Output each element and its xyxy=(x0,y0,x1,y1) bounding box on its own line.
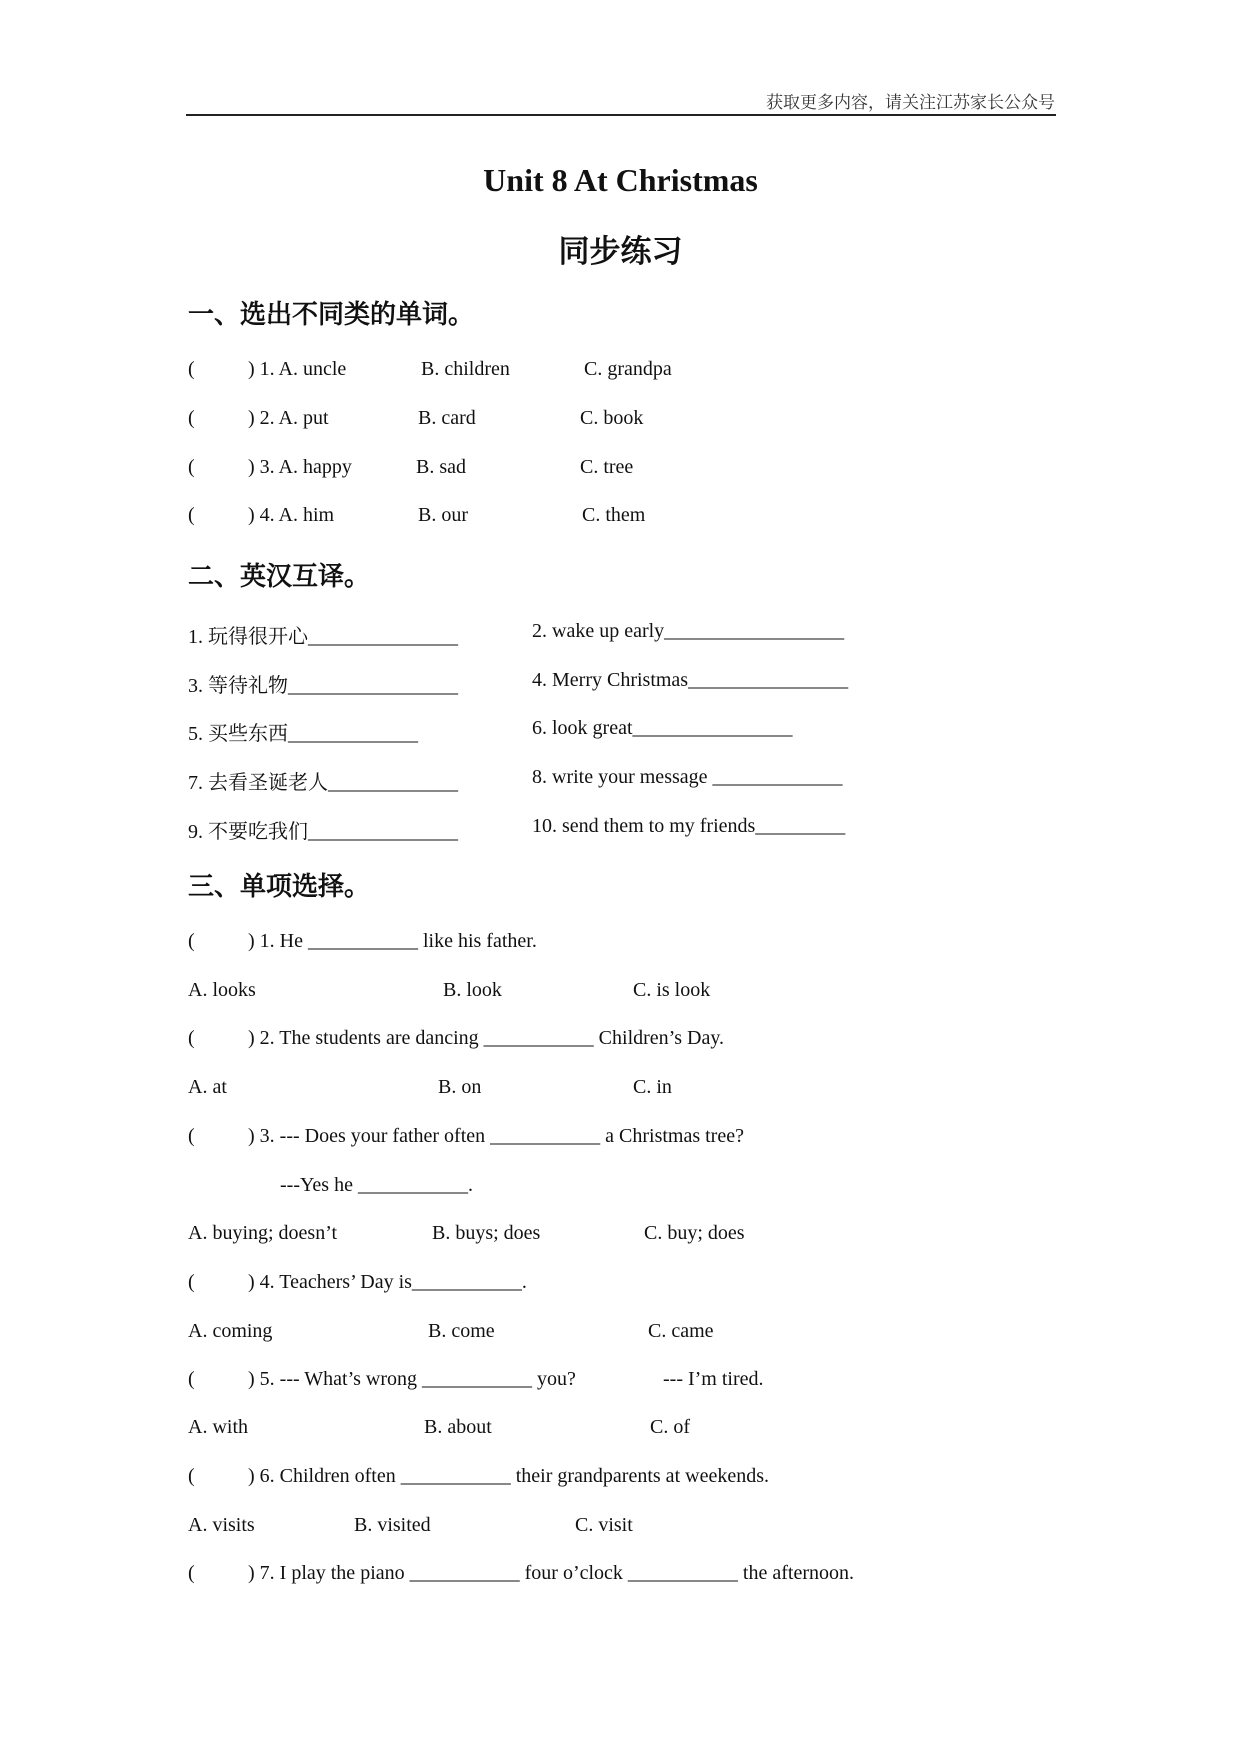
option-a: ) 4. A. him xyxy=(248,504,335,526)
answer-paren[interactable]: ( xyxy=(188,456,195,478)
option-b: B. children xyxy=(421,358,510,380)
option-c: C. tree xyxy=(580,456,634,478)
option-a: A. coming xyxy=(188,1320,273,1342)
header-divider xyxy=(186,114,1056,116)
answer-paren[interactable]: ( xyxy=(188,358,195,380)
option-a: A. looks xyxy=(188,979,256,1001)
answer-paren[interactable]: ( xyxy=(188,1027,195,1049)
translation-item[interactable]: 2. wake up early__________________ xyxy=(532,620,845,642)
translation-item[interactable]: 10. send them to my friends_________ xyxy=(532,815,846,837)
option-c: C. them xyxy=(582,504,646,526)
answer-paren[interactable]: ( xyxy=(188,930,195,952)
translation-item[interactable]: 1. 玩得很开心_______________ xyxy=(188,626,458,648)
answer-paren[interactable]: ( xyxy=(188,1125,195,1147)
answer-paren[interactable]: ( xyxy=(188,1368,195,1390)
option-a: A. buying; doesn’t xyxy=(188,1222,338,1244)
option-c: C. visit xyxy=(575,1514,633,1536)
translation-item[interactable]: 5. 买些东西_____________ xyxy=(188,723,418,745)
option-a: A. at xyxy=(188,1076,227,1098)
translation-item[interactable]: 3. 等待礼物_________________ xyxy=(188,675,458,697)
option-b: B. look xyxy=(443,979,502,1001)
question-text: ) 4. Teachers’ Day is___________. xyxy=(248,1271,527,1293)
option-c: C. came xyxy=(648,1320,714,1342)
section2-heading: 二、英汉互译。 xyxy=(188,562,371,592)
option-c: C. grandpa xyxy=(584,358,672,380)
option-a: ) 2. A. put xyxy=(248,407,329,429)
question-text: ) 6. Children often ___________ their grandparents at weekends. xyxy=(248,1465,769,1487)
answer-paren[interactable]: ( xyxy=(188,407,195,429)
question-text: ) 1. He ___________ like his father. xyxy=(248,930,537,952)
option-b: B. our xyxy=(418,504,468,526)
option-b: B. visited xyxy=(354,1514,431,1536)
option-b: B. come xyxy=(428,1320,495,1342)
section1-heading: 一、选出不同类的单词。 xyxy=(188,300,475,330)
question-text: ) 7. I play the piano ___________ four o’clock ___________ the afternoon. xyxy=(248,1562,854,1584)
option-b: B. on xyxy=(438,1076,482,1098)
answer-paren[interactable]: ( xyxy=(188,504,195,526)
answer-paren[interactable]: ( xyxy=(188,1271,195,1293)
translation-item[interactable]: 6. look great________________ xyxy=(532,717,793,739)
question-text: ) 2. The students are dancing ___________ Children’s Day. xyxy=(248,1027,725,1049)
answer-paren[interactable]: ( xyxy=(188,1465,195,1487)
translation-item[interactable]: 9. 不要吃我们_______________ xyxy=(188,821,458,843)
option-a: A. visits xyxy=(188,1514,255,1536)
option-a: ) 3. A. happy xyxy=(248,456,352,478)
option-a: A. with xyxy=(188,1416,248,1438)
question-text: ) 5. --- What’s wrong ___________ you? xyxy=(248,1368,576,1390)
option-b: B. card xyxy=(418,407,476,429)
question-reply: --- I’m tired. xyxy=(663,1368,764,1390)
translation-item[interactable]: 4. Merry Christmas________________ xyxy=(532,669,849,691)
option-a: ) 1. A. uncle xyxy=(248,358,347,380)
question-text-reply: ---Yes he ___________. xyxy=(280,1174,473,1196)
page-subtitle: 同步练习 xyxy=(558,234,683,270)
answer-paren[interactable]: ( xyxy=(188,1562,195,1584)
option-c: C. is look xyxy=(633,979,711,1001)
header-note: 获取更多内容，请关注江苏家长公众号 xyxy=(766,93,1055,112)
option-c: C. of xyxy=(650,1416,690,1438)
option-b: B. buys; does xyxy=(432,1222,541,1244)
option-c: C. buy; does xyxy=(644,1222,745,1244)
option-c: C. in xyxy=(633,1076,672,1098)
question-text: ) 3. --- Does your father often ___________ a Christmas tree? xyxy=(248,1125,744,1147)
option-c: C. book xyxy=(580,407,644,429)
translation-item[interactable]: 8. write your message _____________ xyxy=(532,766,843,788)
option-b: B. sad xyxy=(416,456,466,478)
page-title: Unit 8 At Christmas xyxy=(483,162,758,198)
option-b: B. about xyxy=(424,1416,492,1438)
section3-heading: 三、单项选择。 xyxy=(188,872,371,902)
translation-item[interactable]: 7. 去看圣诞老人_____________ xyxy=(188,772,458,794)
